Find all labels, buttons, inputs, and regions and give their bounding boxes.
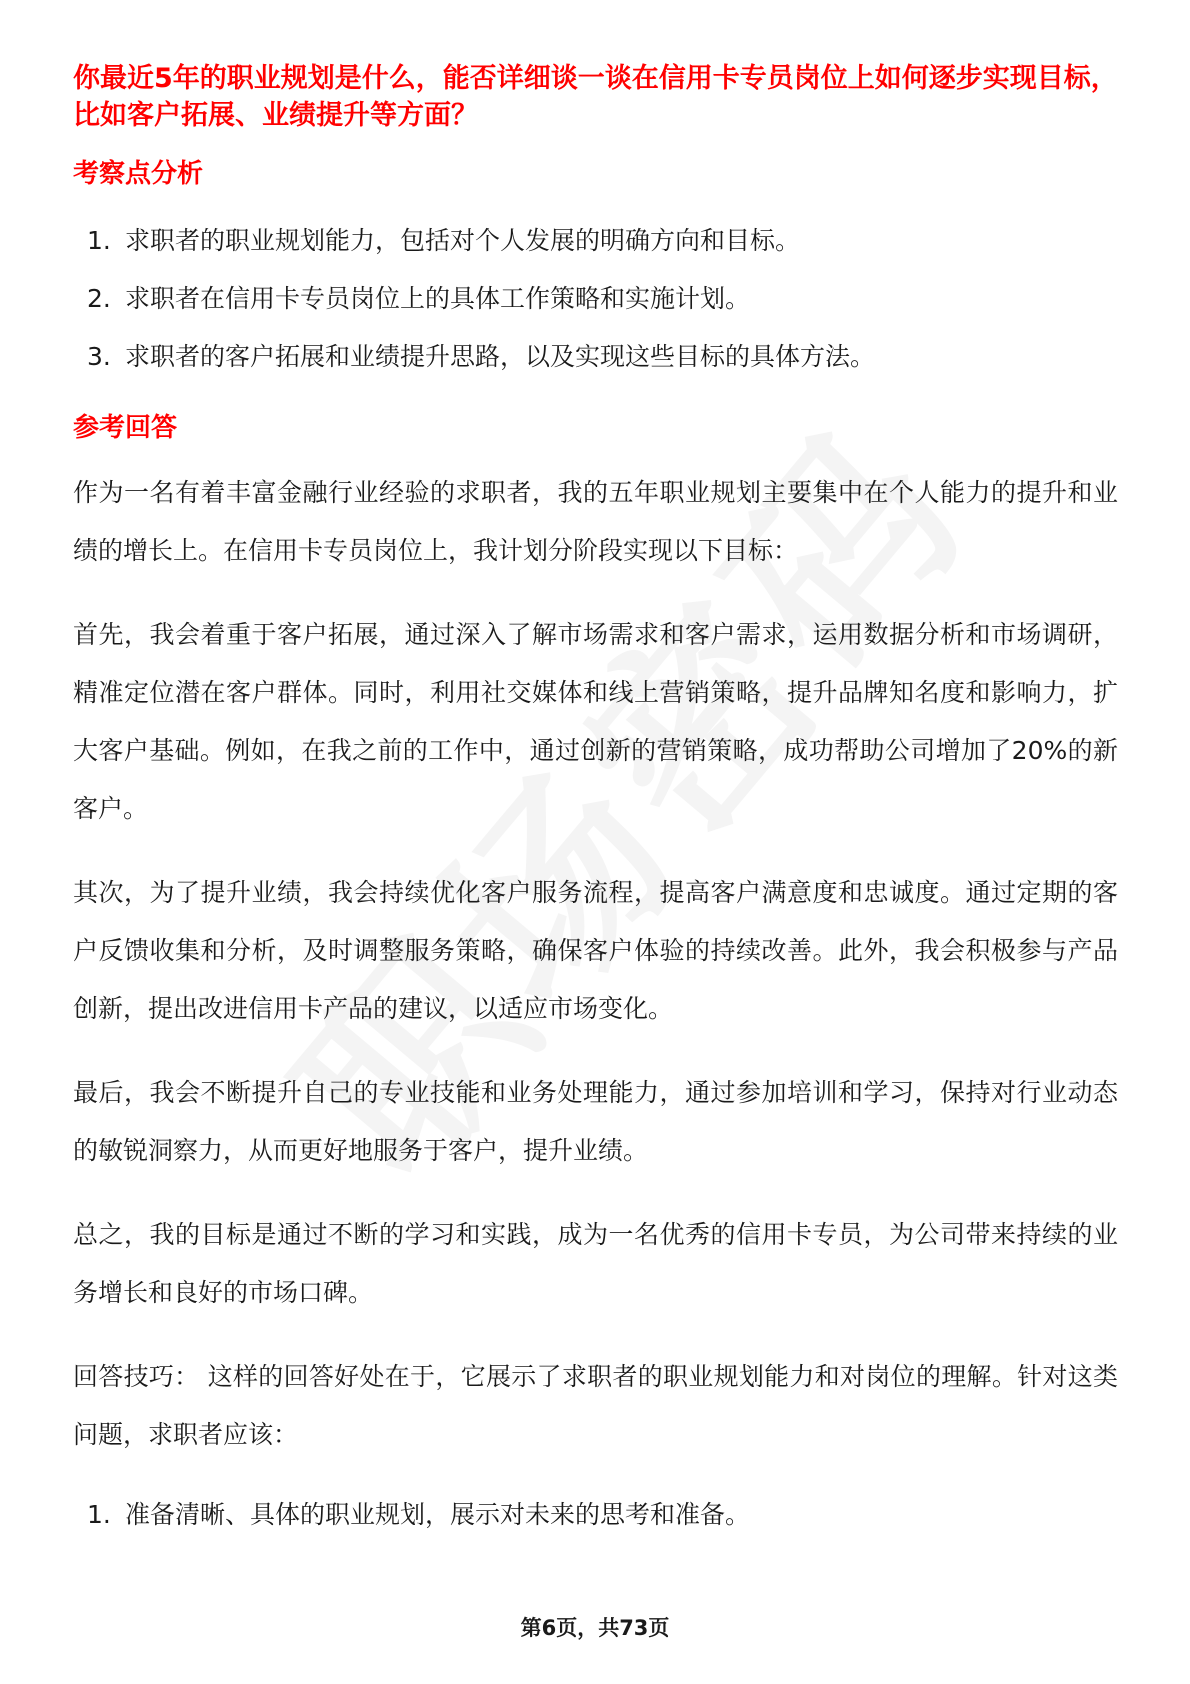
page-number-footer: 第6页，共73页 bbox=[520, 1616, 670, 1640]
list-item bbox=[73, 270, 1118, 328]
list-item bbox=[73, 1486, 1118, 1544]
list-item bbox=[73, 328, 1118, 386]
analysis-title: 考察点分析 bbox=[73, 159, 204, 189]
answer-paragraph: 作为一名有着丰富金融行业经验的求职者，我的五年职业规划主要集中在个人能力的提升和业绩的增长上。在信用卡专员岗位上，我计划分阶段实现以下目标： bbox=[73, 478, 1118, 565]
list-item-number: 1. bbox=[87, 1500, 111, 1529]
list-item-text: 准备清晰、具体的职业规划，展示对未来的思考和准备。 bbox=[125, 1500, 751, 1529]
list-item-text: 求职者的职业规划能力，包括对个人发展的明确方向和目标。 bbox=[125, 226, 801, 255]
list-item-number: 2. bbox=[87, 284, 111, 313]
answer-paragraph: 总之，我的目标是通过不断的学习和实践，成为一名优秀的信用卡专员，为公司带来持续的业务增长和良好的市场口碑。 bbox=[73, 1220, 1118, 1307]
answer-paragraph: 最后，我会不断提升自己的专业技能和业务处理能力，通过参加培训和学习，保持对行业动态的敏锐洞察力，从而更好地服务于客户，提升业绩。 bbox=[73, 1078, 1118, 1165]
analysis-list bbox=[73, 212, 1118, 386]
list-item-number: 1. bbox=[87, 226, 111, 255]
answer-paragraph: 首先，我会着重于客户拓展，通过深入了解市场需求和客户需求，运用数据分析和市场调研，精准定位潜在客户群体。同时，利用社交媒体和线上营销策略，提升品牌知名度和影响力，扩大客户基础。例如，在我之前的工作中，通过创新的营销策略，成功帮助公司增加了20%的新客户。 bbox=[73, 620, 1118, 823]
answer-title: 参考回答 bbox=[73, 413, 178, 443]
answer-paragraph: 其次，为了提升业绩，我会持续优化客户服务流程，提高客户满意度和忠诚度。通过定期的客户反馈收集和分析，及时调整服务策略，确保客户体验的持续改善。此外，我会积极参与产品创新，提出改进信用卡产品的建议，以适应市场变化。 bbox=[73, 878, 1118, 1023]
list-item-number: 3. bbox=[87, 342, 111, 371]
list-item bbox=[73, 212, 1118, 270]
question-heading: 你最近5年的职业规划是什么，能否详细谈一谈在信用卡专员岗位上如何逐步实现目标，比如客户拓展、业绩提升等方面？ bbox=[73, 63, 1118, 131]
tips-list bbox=[73, 1486, 1118, 1544]
answer-tips-paragraph: 回答技巧： 这样的回答好处在于，它展示了求职者的职业规划能力和对岗位的理解。针对这类问题，求职者应该： bbox=[73, 1362, 1118, 1449]
page-content bbox=[73, 60, 1118, 1544]
list-item-text: 求职者的客户拓展和业绩提升思路，以及实现这些目标的具体方法。 bbox=[125, 342, 876, 371]
list-item-text: 求职者在信用卡专员岗位上的具体工作策略和实施计划。 bbox=[125, 284, 751, 313]
